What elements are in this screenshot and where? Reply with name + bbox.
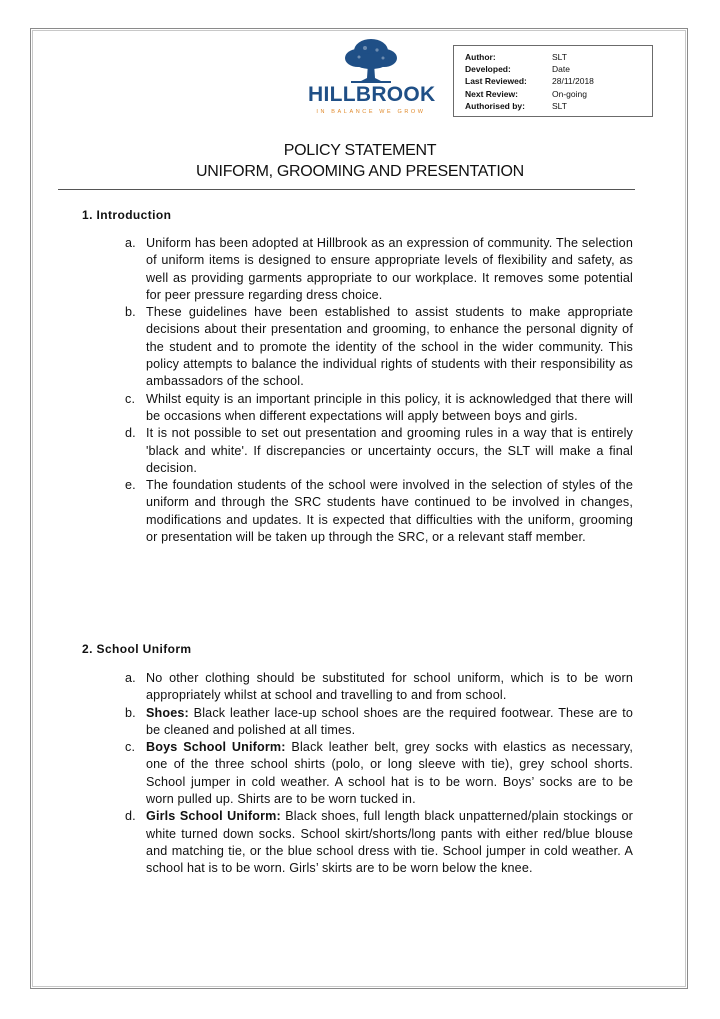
item-letter: c.: [125, 391, 136, 406]
meta-value: SLT: [552, 100, 567, 111]
logo-tagline: IN BALANCE WE GROW: [316, 109, 426, 115]
list-item: [125, 739, 633, 808]
meta-label: Author:: [465, 52, 496, 62]
meta-row-last-reviewed: [465, 75, 652, 87]
list-item: [125, 425, 633, 477]
list-item: [125, 235, 633, 304]
item-letter: e.: [125, 478, 136, 493]
item-letter: a.: [125, 236, 136, 250]
item-text: No other clothing should be substituted for school uniform, which is to be worn appropriately whilst at school and travelling to and from school.: [146, 671, 633, 703]
item-text: Whilst equity is an important principle in this policy, it is acknowledged that there will be occasions when different expectations will apply between boys and girls.: [146, 391, 633, 423]
meta-row-author: [465, 51, 652, 63]
item-letter: c.: [125, 740, 136, 755]
title-line-1: POLICY STATEMENT: [283, 142, 437, 159]
meta-row-developed: [465, 63, 652, 75]
meta-label: Authorised by:: [465, 100, 525, 111]
school-uniform-list: [125, 670, 633, 878]
document-meta-table: [453, 45, 653, 117]
meta-label: Developed:: [465, 64, 511, 75]
item-letter: d.: [125, 809, 136, 824]
item-letter: d.: [125, 426, 136, 441]
item-text: It is not possible to set out presentation and grooming rules in a way that is entirely 'black and white'. If discrepancies or uncertainty occurs, the SLT will make a final decision.: [146, 426, 633, 475]
item-text: Uniform has been adopted at Hillbrook as an expression of community. The selection of uniform items is designed to ensure appropriate levels of flexibility and safety, as well as providing garments appropriate to our workplace. It removes some potential for peer pressure regarding dress choice.: [146, 236, 633, 302]
item-text: Girls School Uniform: Black shoes, full length black unpatterned/plain stockings or white turned down socks. School skirt/shorts/long pants with either red/blue blouse and matching tie, or the blue school dress with tie. School jumper in cold weather. A school hat is to be worn. Girls’ skirts are to be worn below the knee.: [146, 809, 633, 876]
section-heading-school-uniform: 2. School Uniform: [82, 642, 192, 656]
title-divider: [58, 189, 635, 190]
section-heading-introduction: 1. Introduction: [82, 208, 172, 222]
tree-icon: [341, 36, 401, 84]
list-item: [125, 391, 633, 426]
item-letter: b.: [125, 305, 136, 320]
meta-label: Next Review:: [465, 88, 518, 99]
meta-label: Last Reviewed:: [465, 76, 527, 87]
item-letter: b.: [125, 705, 136, 720]
item-text: Shoes: Black leather lace-up school shoes are the required footwear. These are to be cleaned and polished at all times.: [146, 705, 633, 737]
meta-value: SLT: [552, 52, 567, 62]
meta-value: 28/11/2018: [552, 76, 594, 87]
logo-wordmark: HILLBROOK: [308, 83, 436, 106]
item-bold-label: Shoes:: [146, 705, 189, 720]
meta-value: On-going: [552, 88, 587, 99]
item-bold-label: Girls School Uniform:: [146, 809, 281, 824]
list-item: [125, 304, 633, 390]
school-logo: [308, 36, 434, 122]
item-text: The foundation students of the school were involved in the selection of styles of the uniform and through the SRC students have continued to be involved in changes, modifications and updates. It is expected that difficulties with the uniform, grooming or presentation will be taken up through the SRC, or a relevant staff member.: [146, 478, 633, 545]
item-text: Boys School Uniform: Black leather belt, grey socks with elastics as necessary, one of the three school shirts (polo, or long sleeve with tie), grey school shorts. School jumper in cold weather. A school hat is to be worn. Boys’ socks are to be worn pulled up. Shirts are to be worn tucked in.: [146, 740, 633, 807]
introduction-list: [125, 235, 633, 546]
item-letter: a.: [125, 671, 136, 685]
list-item: [125, 705, 633, 740]
item-bold-label: Boys School Uniform:: [146, 740, 286, 755]
list-item: [125, 670, 633, 705]
list-item: [125, 808, 633, 877]
meta-row-next-review: [465, 88, 652, 100]
policy-title: [0, 140, 720, 182]
title-line-2: UNIFORM, GROOMING AND PRESENTATION: [196, 163, 524, 180]
item-text: These guidelines have been established to assist students to make appropriate decisions about their presentation and grooming, to enhance the personal dignity of the student and to promote the identity of the school in the wider community. This policy attempts to balance the individual rights of students with their responsibility as ambassadors of the school.: [146, 305, 633, 389]
list-item: [125, 477, 633, 546]
meta-row-authorised-by: [465, 100, 652, 112]
meta-value: Date: [552, 64, 570, 75]
